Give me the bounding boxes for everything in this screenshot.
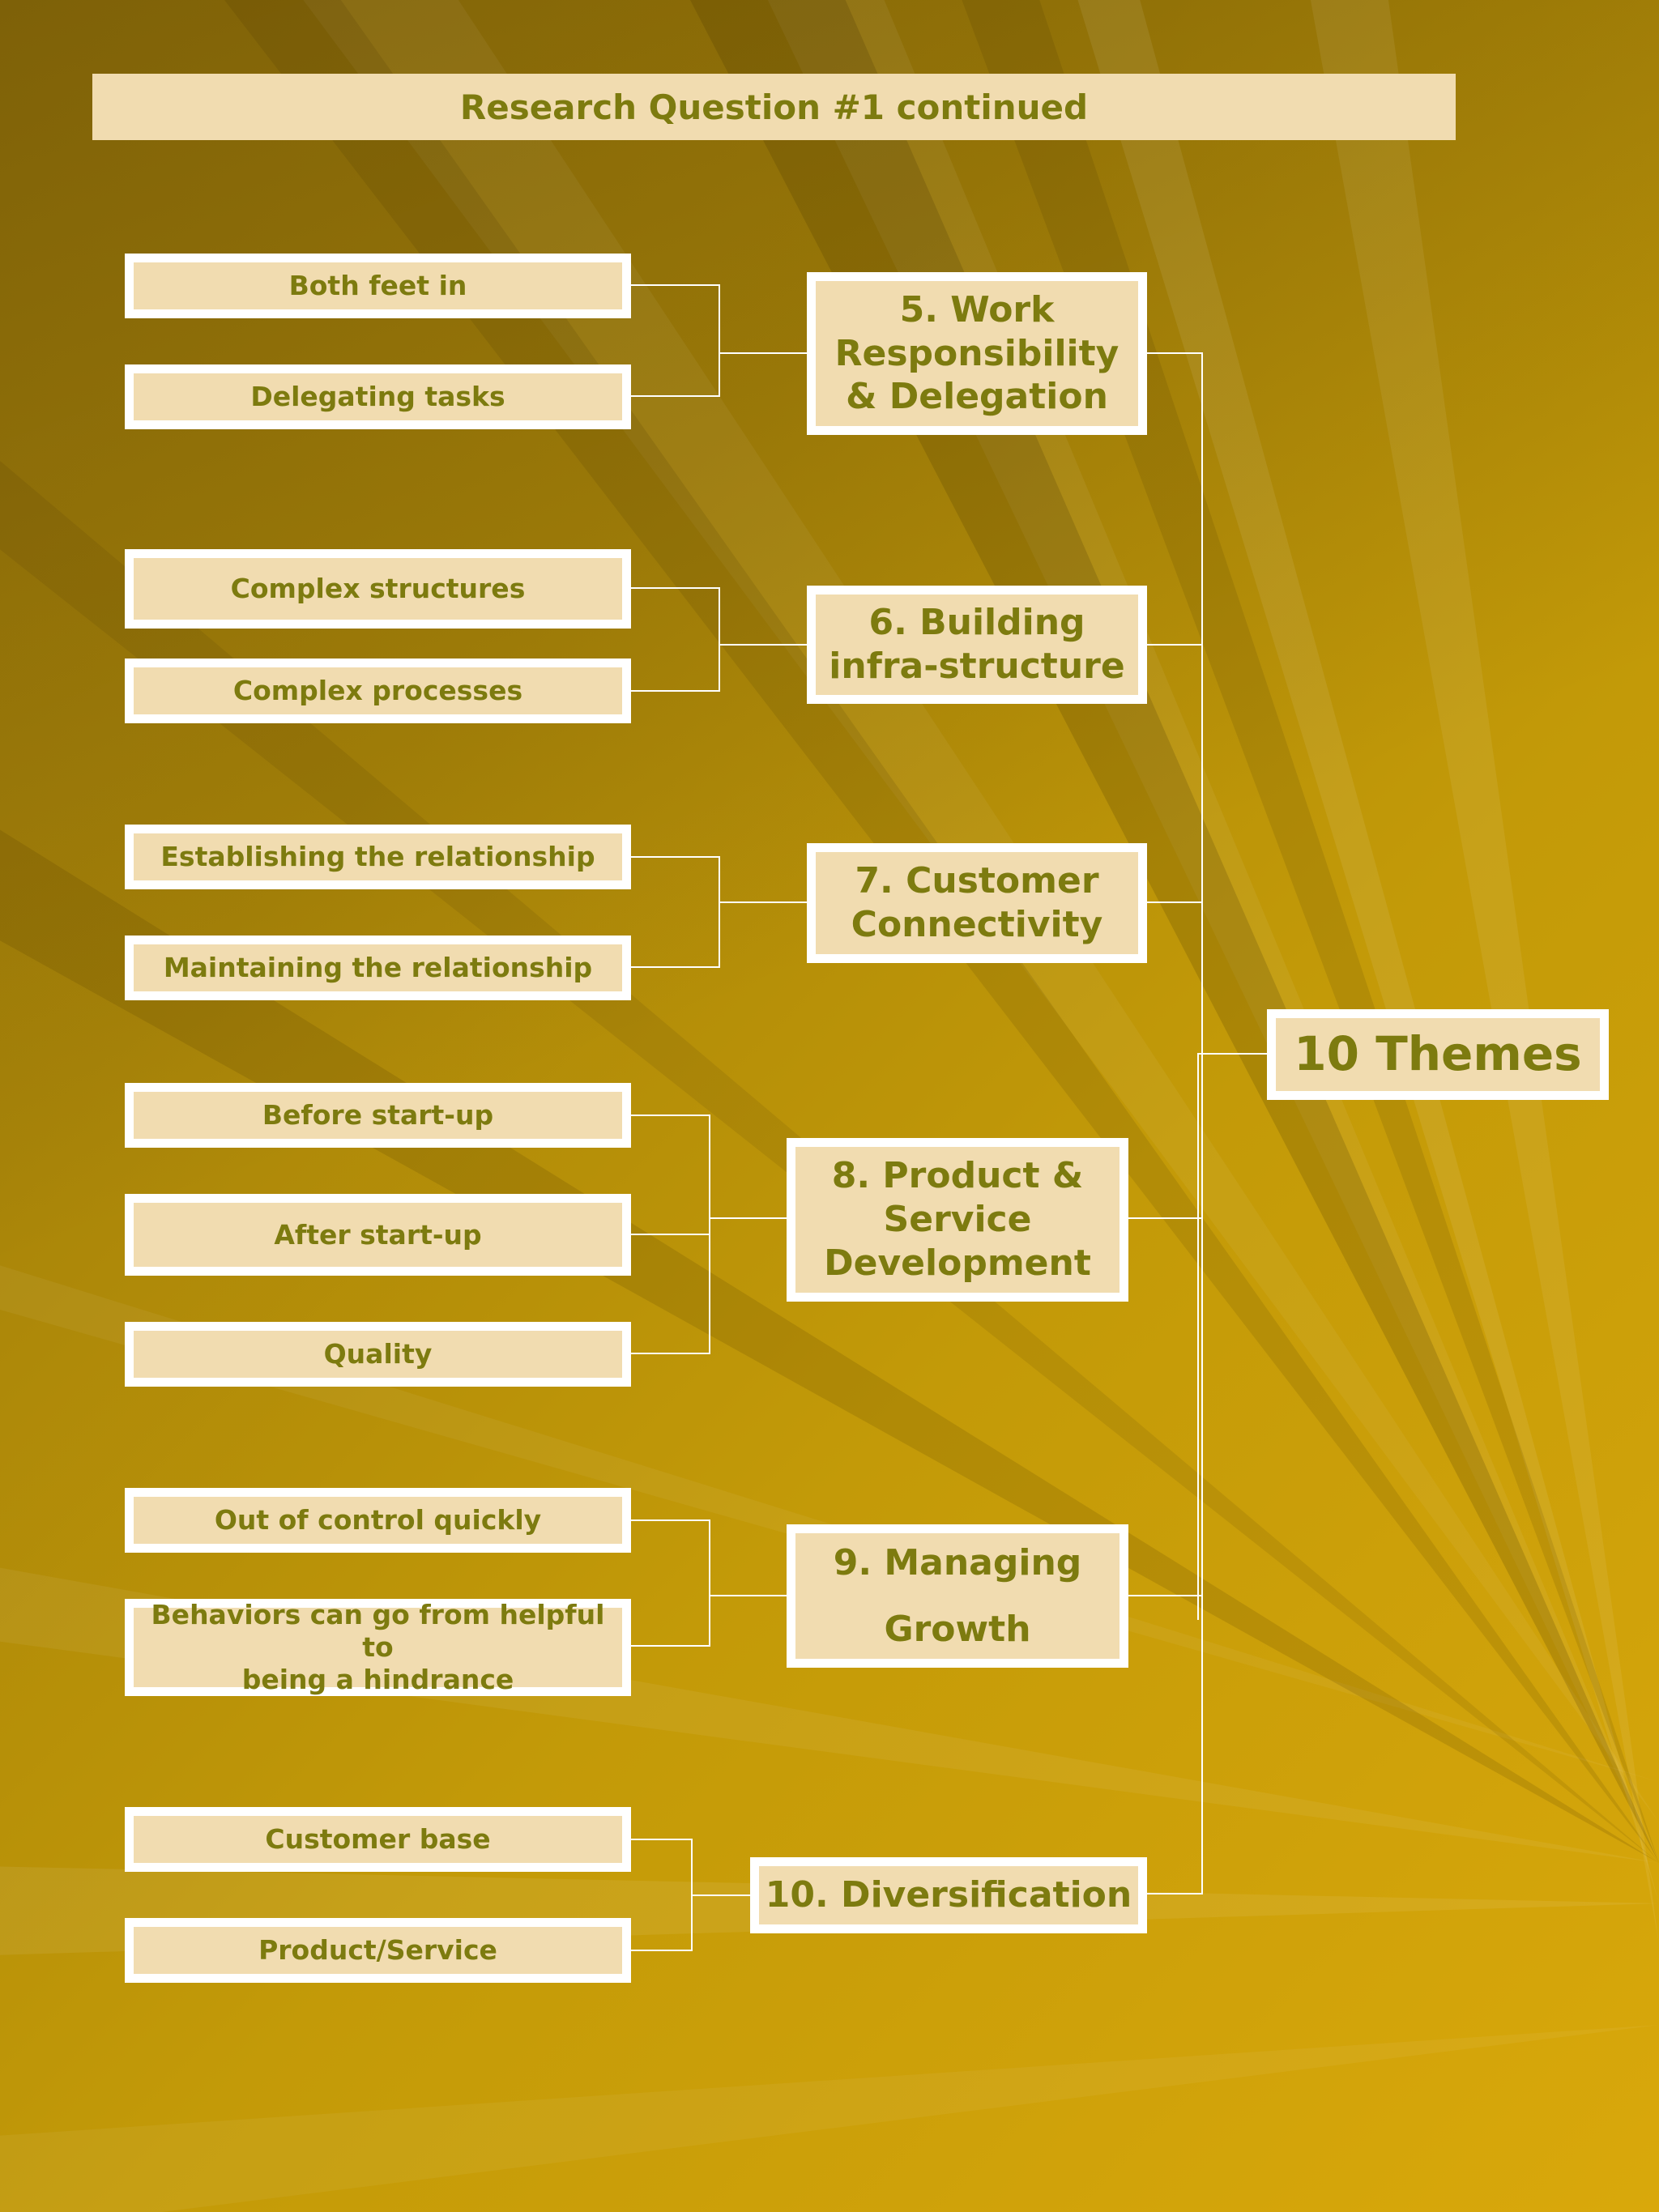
root-box-10-themes: 10 Themes — [1267, 1009, 1609, 1100]
sub-box-before-start-up: Before start-up — [125, 1083, 631, 1148]
sub-box-behaviors-hindrance: Behaviors can go from helpful to being a hindrance — [125, 1599, 631, 1696]
sub-box-maintaining-relationship: Maintaining the relationship — [125, 936, 631, 1000]
sub-box-product-service: Product/Service — [125, 1918, 631, 1983]
theme-box-product-service-development: 8. Product & Service Development — [787, 1138, 1128, 1302]
theme-box-diversification: 10. Diversification — [750, 1857, 1147, 1933]
theme-box-customer-connectivity: 7. Customer Connectivity — [807, 843, 1147, 963]
sub-box-establishing-relationship: Establishing the relationship — [125, 825, 631, 889]
sub-box-complex-structures: Complex structures — [125, 549, 631, 629]
sub-box-after-start-up: After start-up — [125, 1194, 631, 1276]
theme-box-building-infrastructure: 6. Building infra-structure — [807, 586, 1147, 704]
page-title: Research Question #1 continued — [92, 74, 1456, 140]
sub-box-customer-base: Customer base — [125, 1807, 631, 1872]
theme-box-managing-growth: 9. Managing Growth — [787, 1524, 1128, 1668]
sub-box-quality: Quality — [125, 1322, 631, 1387]
theme-box-work-responsibility: 5. Work Responsibility & Delegation — [807, 272, 1147, 435]
sub-box-complex-processes: Complex processes — [125, 658, 631, 723]
sub-box-out-of-control: Out of control quickly — [125, 1488, 631, 1553]
sub-box-delegating-tasks: Delegating tasks — [125, 364, 631, 429]
sub-box-both-feet-in: Both feet in — [125, 254, 631, 318]
